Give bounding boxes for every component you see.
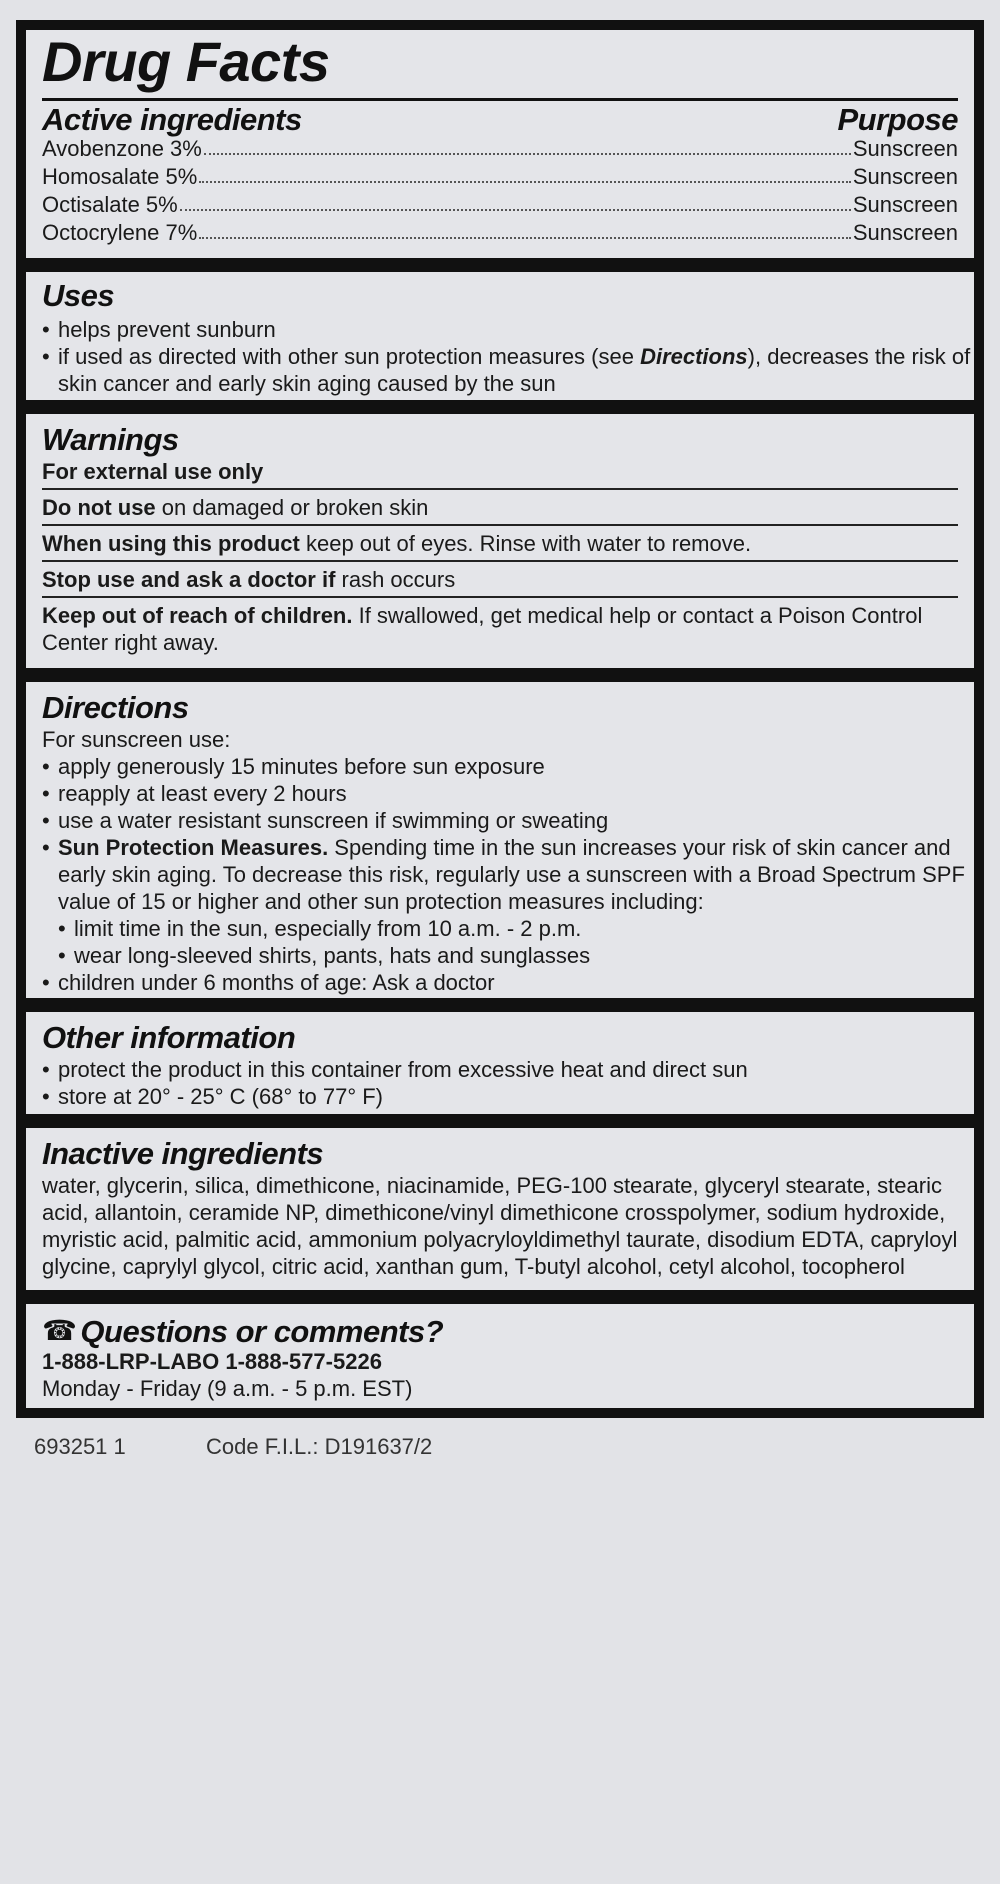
inactive-ingredients-text: myristic acid, palmitic acid, ammonium polyacryloyldimethyl taurate, disodium EDTA, capryloyl xyxy=(42,1227,958,1252)
dot-leader xyxy=(199,219,851,239)
inactive-ingredients-text: water, glycerin, silica, dimethicone, niacinamide, PEG-100 stearate, glyceryl stearate, stearic xyxy=(42,1173,942,1198)
ingredient-purpose: Sunscreen xyxy=(852,192,958,217)
uses-item xyxy=(42,343,971,370)
ingredient-purpose: Sunscreen xyxy=(852,136,958,161)
directions-intro: For sunscreen use: xyxy=(42,727,231,752)
directions-item xyxy=(42,780,958,807)
dot-leader xyxy=(199,163,851,183)
uses-item xyxy=(42,316,958,343)
ingredient-name: Octisalate 5% xyxy=(42,192,178,217)
bullet: • xyxy=(42,835,50,860)
other-item xyxy=(42,1056,958,1083)
ingredient-purpose: Sunscreen xyxy=(852,220,958,245)
other-item-text: store at 20° - 25° C (68° to 77° F) xyxy=(58,1084,383,1109)
directions-item xyxy=(42,834,958,861)
keep-out-reach-continuation: Center right away. xyxy=(42,630,219,655)
other-information-heading: Other information xyxy=(42,1020,296,1055)
active-ingredient-list xyxy=(42,135,958,247)
questions-heading: Questions or comments? xyxy=(80,1313,444,1349)
directions-section xyxy=(26,682,974,998)
questions-section xyxy=(26,1304,974,1408)
other-item xyxy=(42,1083,958,1110)
purpose-heading: Purpose xyxy=(837,102,958,137)
warnings-divider xyxy=(42,596,958,598)
directions-item-text: Sun Protection Measures. Spending time in the sun increases your risk of skin cancer and xyxy=(58,835,951,860)
inactive-ingredients-text: acid, allantoin, ceramide NP, dimethicone/vinyl dimethicone crosspolymer, sodium hydroxide, xyxy=(42,1200,946,1225)
active-ingredients-section xyxy=(26,30,974,258)
uses-item-continuation: skin cancer and early skin aging caused by the sun xyxy=(58,371,556,396)
directions-item xyxy=(42,753,958,780)
active-header-row xyxy=(42,101,958,135)
directions-subitem xyxy=(42,915,958,942)
directions-item-text: reapply at least every 2 hours xyxy=(58,781,347,806)
bullet: • xyxy=(42,970,50,995)
bullet: • xyxy=(42,808,50,833)
directions-subitem-text: limit time in the sun, especially from 10 a.m. - 2 p.m. xyxy=(74,916,582,941)
directions-item-text: apply generously 15 minutes before sun exposure xyxy=(58,754,545,779)
external-use-line: For external use only xyxy=(42,459,264,484)
warnings-divider xyxy=(42,488,958,490)
bullet: • xyxy=(42,781,50,806)
ingredient-purpose: Sunscreen xyxy=(852,164,958,189)
ingredient-row xyxy=(42,163,958,191)
ingredient-name: Homosalate 5% xyxy=(42,164,198,189)
directions-item-continuation: value of 15 or higher and other sun protection measures including: xyxy=(58,889,704,914)
phone-number: 1-888-LRP-LABO 1-888-577-5226 xyxy=(42,1349,382,1374)
stop-use-line: Stop use and ask a doctor if rash occurs xyxy=(42,567,456,592)
product-code: 693251 1 xyxy=(34,1434,126,1459)
uses-item-text: if used as directed with other sun protection measures (see Directions), decreases the risk of xyxy=(58,344,971,369)
warnings-divider xyxy=(42,524,958,526)
bullet: • xyxy=(42,1057,50,1082)
directions-subitem-text: wear long-sleeved shirts, pants, hats and sunglasses xyxy=(74,943,591,968)
directions-item xyxy=(42,807,958,834)
bullet: • xyxy=(42,754,50,779)
drug-facts-title: Drug Facts xyxy=(42,30,330,93)
directions-item-continuation: early skin aging. To decrease this risk, regularly use a sunscreen with a Broad Spectrum SPF xyxy=(58,862,965,887)
warnings-section xyxy=(26,414,974,668)
inactive-ingredients-text: glycine, caprylyl glycol, citric acid, xanthan gum, T-butyl alcohol, cetyl alcohol, tocopherol xyxy=(42,1254,905,1279)
uses-heading: Uses xyxy=(42,278,115,313)
bullet: • xyxy=(42,317,50,342)
directions-item-text: children under 6 months of age: Ask a doctor xyxy=(58,970,495,995)
other-information-section xyxy=(26,1012,974,1114)
do-not-use-line: Do not use on damaged or broken skin xyxy=(42,495,429,520)
phone-icon: ☎ xyxy=(42,1315,77,1346)
ingredient-row xyxy=(42,219,958,247)
bullet: • xyxy=(58,916,66,941)
warnings-heading: Warnings xyxy=(42,422,179,457)
directions-subitem xyxy=(42,942,958,969)
uses-item-text: helps prevent sunburn xyxy=(58,317,276,342)
questions-heading-row xyxy=(42,1304,958,1348)
bullet: • xyxy=(42,344,50,369)
bullet: • xyxy=(58,943,66,968)
keep-out-reach-line: Keep out of reach of children. If swallowed, get medical help or contact a Poison Control xyxy=(42,603,923,628)
active-ingredients-heading: Active ingredients xyxy=(42,102,302,137)
dot-leader xyxy=(204,135,851,155)
directions-item-text: use a water resistant sunscreen if swimming or sweating xyxy=(58,808,609,833)
other-item-text: protect the product in this container from excessive heat and direct sun xyxy=(58,1057,748,1082)
ingredient-row xyxy=(42,191,958,219)
dot-leader xyxy=(180,191,851,211)
directions-heading: Directions xyxy=(42,690,189,725)
directions-item xyxy=(42,969,958,996)
bullet: • xyxy=(42,1084,50,1109)
ingredient-row xyxy=(42,135,958,163)
fil-code: Code F.I.L.: D191637/2 xyxy=(206,1434,433,1459)
contact-hours: Monday - Friday (9 a.m. - 5 p.m. EST) xyxy=(42,1376,413,1401)
ingredient-name: Octocrylene 7% xyxy=(42,220,198,245)
inactive-ingredients-section xyxy=(26,1128,974,1290)
inactive-ingredients-heading: Inactive ingredients xyxy=(42,1136,324,1171)
warnings-divider xyxy=(42,560,958,562)
ingredient-name: Avobenzone 3% xyxy=(42,136,202,161)
drug-facts-panel xyxy=(16,20,984,1418)
when-using-line: When using this product keep out of eyes. Rinse with water to remove. xyxy=(42,531,752,556)
uses-section xyxy=(26,272,974,400)
